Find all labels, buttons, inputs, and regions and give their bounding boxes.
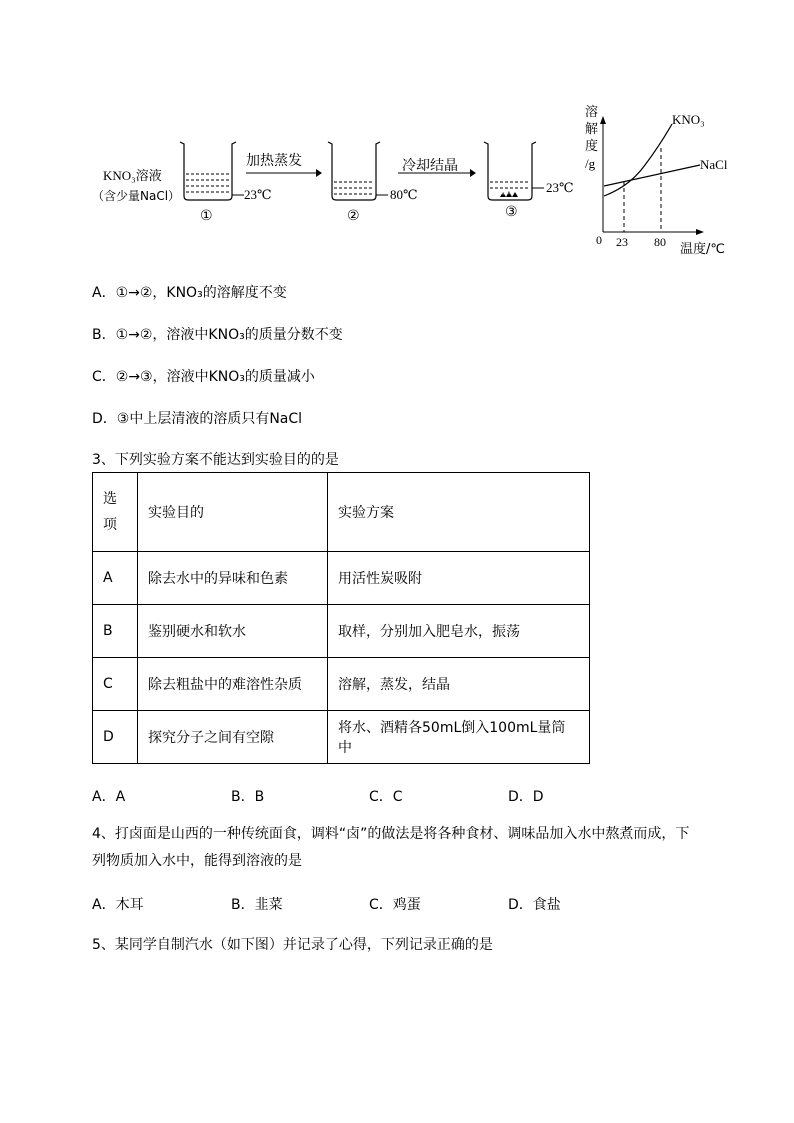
table-row [93, 711, 590, 764]
beaker-1-label: ① [200, 208, 213, 224]
graph-tick-23: 23 [616, 235, 628, 249]
nacl-line [604, 165, 700, 186]
beaker-3-label: ③ [505, 204, 518, 220]
graph-yunit: /g [585, 156, 596, 171]
q4-choice-a[interactable]: A．木耳 [92, 897, 144, 913]
row-b-label: B [93, 605, 138, 658]
header-goal: 实验目的 [138, 473, 328, 552]
graph-ylabel-1: 溶 [585, 105, 599, 120]
q2-option-a[interactable]: A．①→②，KNO₃的溶解度不变 [92, 285, 287, 301]
graph-tick-80: 80 [654, 235, 666, 249]
crystal-label: 晶体 [502, 190, 513, 196]
row-b-goal: 鉴别硬水和软水 [138, 605, 328, 658]
row-c-label: C [93, 658, 138, 711]
table-header-row [93, 473, 590, 552]
temp-label-1: 23℃ [244, 187, 272, 202]
row-d-label: D [93, 711, 138, 764]
step-heat-evaporate: 加热蒸发 [246, 153, 302, 169]
q5-stem: 5、某同学自制汽水（如下图）并记录了心得，下列记录正确的是 [92, 937, 493, 953]
row-d-goal: 探究分子之间有空隙 [138, 711, 328, 764]
q3-choice-d[interactable]: D．D [508, 789, 544, 805]
q2-option-d[interactable]: D．③中上层清液的溶质只有NaCl [92, 411, 303, 427]
q4-choice-b[interactable]: B．韭菜 [231, 897, 283, 913]
kno3-curve [604, 124, 672, 196]
row-a-goal: 除去水中的异味和色素 [138, 552, 328, 605]
legend-kno3: KNO₃ [672, 112, 705, 127]
row-d-plan: 将水、酒精各50mL倒入100mL量筒中 [328, 711, 590, 764]
temp-label-2: 80℃ [390, 187, 418, 202]
row-c-plan: 溶解，蒸发，结晶 [328, 658, 590, 711]
solution-note: （含少量NaCl） [92, 189, 181, 203]
q2-option-b[interactable]: B．①→②，溶液中KNO₃的质量分数不变 [92, 327, 343, 343]
legend-nacl: NaCl [700, 157, 728, 172]
beaker-3 [484, 142, 544, 200]
q3-stem: 3、下列实验方案不能达到实验目的的是 [92, 452, 339, 468]
solubility-graph [600, 116, 704, 235]
q4-choice-d[interactable]: D．食盐 [508, 897, 561, 913]
q3-table [92, 472, 590, 764]
row-a-plan: 用活性炭吸附 [328, 552, 590, 605]
temp-label-3: 23℃ [546, 180, 574, 195]
step-cool-crystallize: 冷却结晶 [402, 158, 458, 174]
q2-option-c[interactable]: C．②→③，溶液中KNO₃的质量减小 [92, 369, 315, 385]
q4-stem-line2: 列物质加入水中，能得到溶液的是 [92, 853, 302, 869]
q4-stem-line1: 4、打卤面是山西的一种传统面食，调料“卤”的做法是将各种食材、调味品加入水中熬煮而成，下 [92, 826, 690, 842]
graph-xlabel: 温度/℃ [680, 242, 725, 257]
table-row [93, 658, 590, 711]
row-c-goal: 除去粗盐中的难溶性杂质 [138, 658, 328, 711]
graph-ylabel-2: 解 [585, 122, 599, 137]
table-row [93, 605, 590, 658]
q3-choice-b[interactable]: B．B [231, 789, 265, 805]
q4-choice-c[interactable]: C．鸡蛋 [369, 897, 421, 913]
beaker-1 [180, 142, 244, 200]
row-a-label: A [93, 552, 138, 605]
header-plan: 实验方案 [328, 473, 590, 552]
table-row [93, 552, 590, 605]
q3-choice-c[interactable]: C．C [369, 789, 403, 805]
q3-choice-a[interactable]: A．A [92, 789, 126, 805]
graph-origin: 0 [596, 233, 602, 247]
header-option: 选项 [93, 473, 138, 552]
beaker-2-label: ② [347, 208, 360, 224]
beaker-2 [328, 142, 388, 200]
row-b-plan: 取样，分别加入肥皂水，振荡 [328, 605, 590, 658]
solution-label: KNO₃溶液 [103, 168, 162, 183]
graph-ylabel-3: 度 [585, 139, 599, 154]
